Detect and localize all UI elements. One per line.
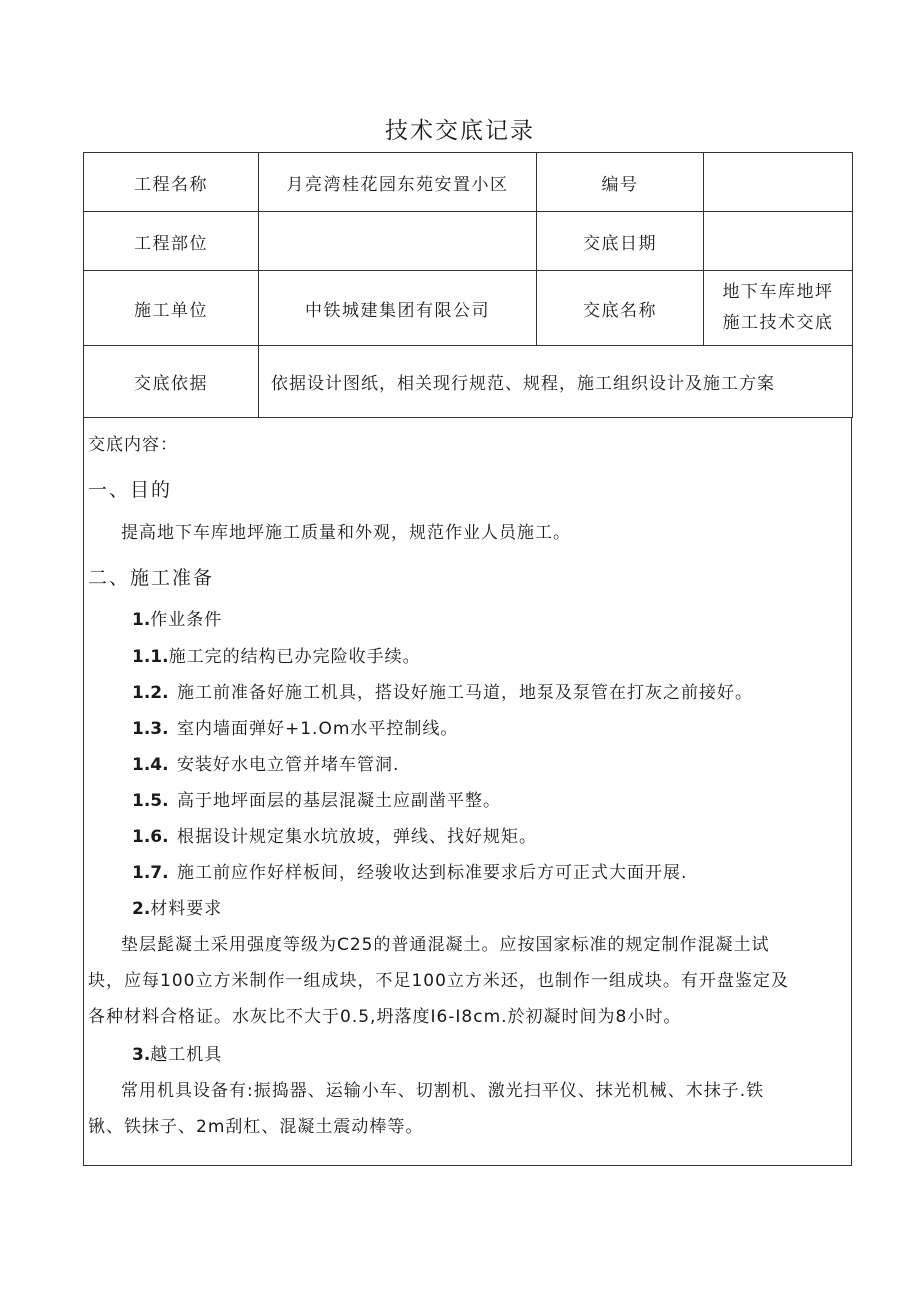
list-item <box>132 786 501 811</box>
subsection-3-title <box>132 1040 222 1065</box>
item-text: 施工前应作好样板间，经骏收达到标准要求后方可正式大面开展. <box>177 863 688 883</box>
briefing-name-label: 交底名称 <box>537 271 704 346</box>
number-value <box>704 153 853 212</box>
subsection-2-title <box>132 894 222 919</box>
item-number: 1.1. <box>132 647 169 667</box>
item-number: 1.3. <box>132 719 169 739</box>
material-line-3: 各种材料合格证。水灰比不大于0.5,坍落度I6-I8cm.於初凝时间为8小时。 <box>88 1007 682 1027</box>
subsection-1-number: 1. <box>132 610 151 630</box>
basis-label: 交底依据 <box>84 346 259 418</box>
number-label: 编号 <box>537 153 704 212</box>
content-label: 交底内容： <box>88 435 178 455</box>
item-text: 根据设计规定集水坑放坡，弹线、找好规矩。 <box>177 827 537 847</box>
subsection-1-label: 作业条件 <box>150 610 223 630</box>
section-1-heading: 一、目的 <box>88 479 173 501</box>
tools-line-2: 锹、铁抹子、2m刮杠、混凝土震动棒等。 <box>88 1117 424 1137</box>
item-text: 施工完的结构已办完险收手续。 <box>168 647 421 667</box>
document-title: 技术交底记录 <box>385 118 535 144</box>
list-item <box>132 822 537 847</box>
list-item <box>132 678 753 703</box>
briefing-name-value <box>704 271 853 346</box>
date-label: 交底日期 <box>537 212 704 271</box>
item-number: 1.2. <box>132 683 169 703</box>
row-construction-unit <box>84 271 853 346</box>
item-number: 1.6. <box>132 827 169 847</box>
tools-line-1: 常用机具设备有:振捣器、运输小车、切割机、激光扫平仪、抹光机械、木抹子.铁 <box>121 1081 765 1101</box>
project-part-value <box>259 212 537 271</box>
subsection-3-label: 越工机具 <box>150 1045 223 1065</box>
briefing-name-line2: 施工技术交底 <box>722 313 834 333</box>
subsection-3-number: 3. <box>132 1045 151 1065</box>
row-project-name <box>84 153 853 212</box>
item-text: 施工前准备好施工机具，搭设好施工马道，地泵及泵管在打灰之前接好。 <box>177 683 753 703</box>
section-2-heading: 二、施工准备 <box>88 567 215 589</box>
project-part-label: 工程部位 <box>84 212 259 271</box>
section-1-text: 提高地下车库地坪施工质量和外观，规范作业人员施工。 <box>121 523 571 543</box>
row-basis <box>84 346 853 418</box>
subsection-1-title <box>132 605 222 630</box>
list-item <box>132 642 421 667</box>
project-name-value: 月亮湾桂花园东苑安置小区 <box>259 153 537 212</box>
list-item <box>132 714 458 739</box>
material-line-2: 块，应每100立方米制作一组成块，不足100立方米还，也制作一组成块。有开盘鉴定及 <box>88 971 789 991</box>
list-item <box>132 750 399 775</box>
subsection-2-label: 材料要求 <box>150 899 223 919</box>
list-item <box>132 858 687 883</box>
basis-value: 依据设计图纸，相关现行规范、规程，施工组织设计及施工方案 <box>259 346 853 418</box>
header-info-table <box>83 152 853 418</box>
item-number: 1.5. <box>132 791 169 811</box>
item-text: 室内墙面弹好+1.Om水平控制线。 <box>177 719 459 739</box>
item-text: 安装好水电立管并堵车管洞. <box>177 755 400 775</box>
item-number: 1.4. <box>132 755 169 775</box>
construction-unit-label: 施工单位 <box>84 271 259 346</box>
date-value <box>704 212 853 271</box>
row-project-part <box>84 212 853 271</box>
item-number: 1.7. <box>132 863 169 883</box>
project-name-label: 工程名称 <box>84 153 259 212</box>
material-line-1: 垫层髭凝土采用强度等级为C25的普通混凝土。应按国家标准的规定制作混凝土试 <box>121 935 770 955</box>
briefing-name-line1: 地下车库地坪 <box>722 282 834 302</box>
construction-unit-value: 中铁城建集团有限公司 <box>259 271 537 346</box>
subsection-2-number: 2. <box>132 899 151 919</box>
item-text: 高于地坪面层的基层混凝土应副凿平整。 <box>177 791 501 811</box>
